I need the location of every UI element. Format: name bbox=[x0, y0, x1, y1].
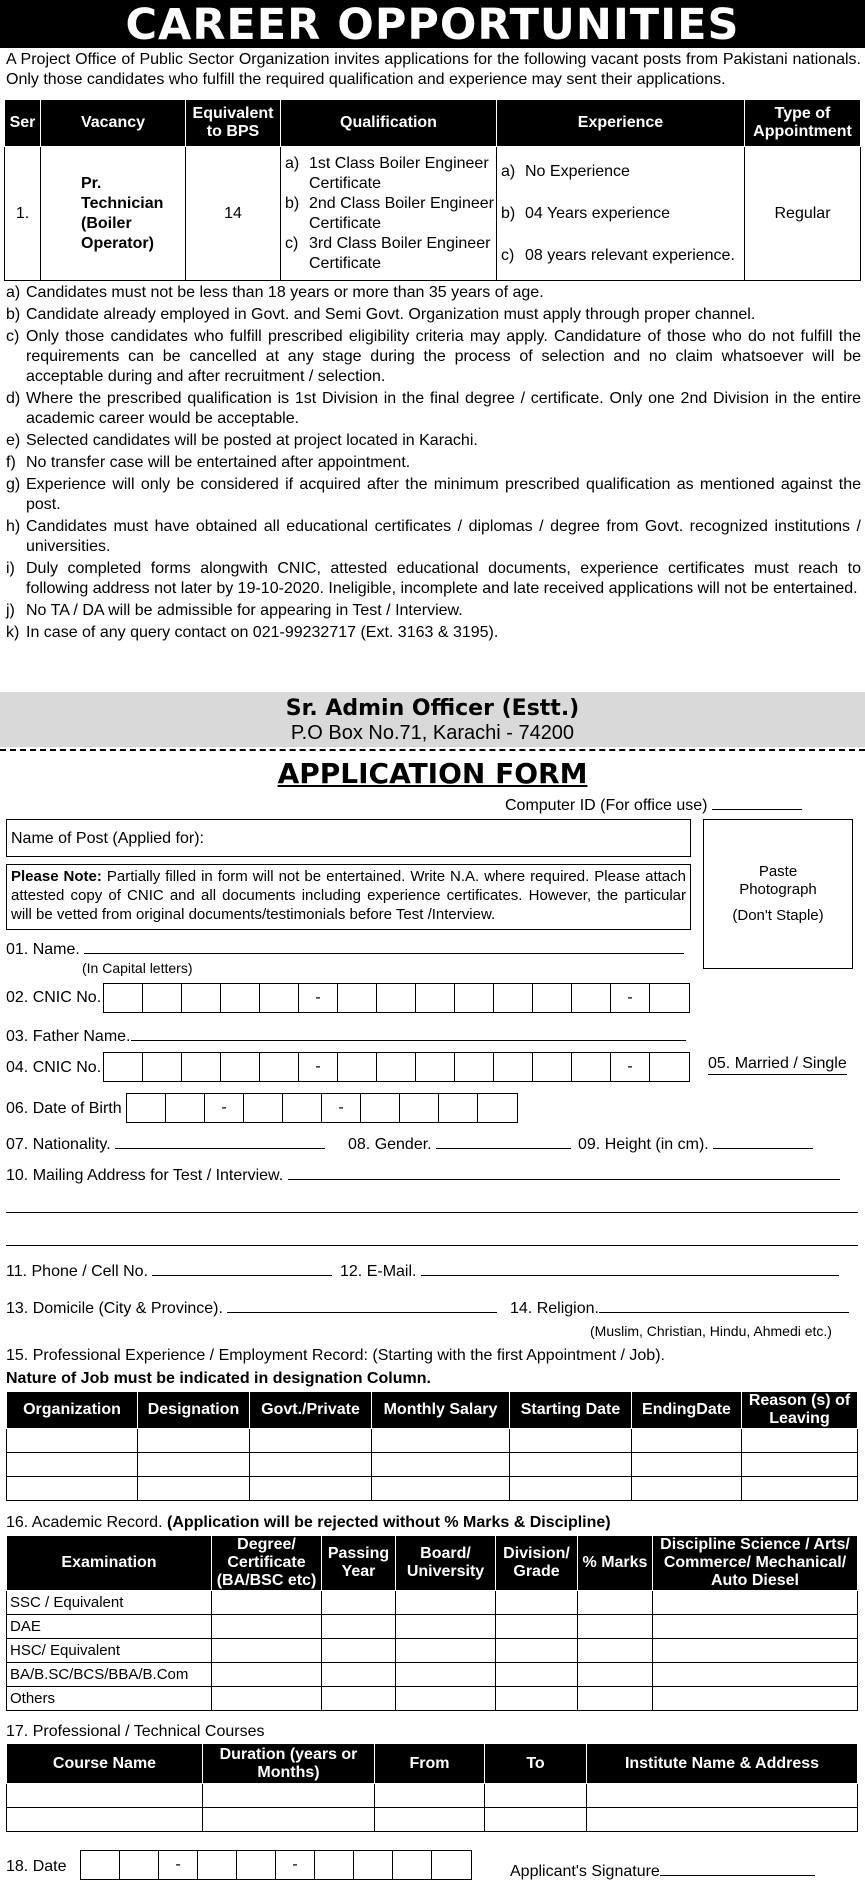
label-domicile: 13. Domicile (City & Province). bbox=[6, 1300, 223, 1317]
table-cell[interactable] bbox=[138, 1477, 250, 1501]
list-item: No Experience bbox=[525, 162, 630, 180]
column-header: To bbox=[485, 1744, 587, 1784]
term-item bbox=[6, 517, 861, 557]
table-cell[interactable] bbox=[212, 1687, 322, 1711]
term-item bbox=[6, 327, 861, 387]
table-cell[interactable] bbox=[7, 1477, 138, 1501]
separator: - bbox=[299, 1053, 338, 1081]
digit-box[interactable] bbox=[244, 1094, 283, 1122]
address-block bbox=[0, 692, 865, 747]
term-item bbox=[6, 475, 861, 515]
section-15-title: 15. Professional Experience / Employment Record: (Starting with the first Appointment / Job). bbox=[6, 1347, 665, 1364]
digit-box[interactable] bbox=[650, 1053, 689, 1081]
religion-hint: (Muslim, Christian, Hindu, Ahmedi etc.) bbox=[590, 1323, 832, 1339]
digit-box[interactable] bbox=[494, 984, 533, 1012]
table-cell[interactable] bbox=[372, 1429, 510, 1453]
signature-label: Applicant's Signature bbox=[510, 1863, 660, 1880]
digit-box[interactable] bbox=[283, 1094, 322, 1122]
address-input[interactable] bbox=[288, 1179, 840, 1180]
table-cell[interactable] bbox=[322, 1687, 396, 1711]
name-input[interactable] bbox=[84, 953, 684, 954]
table-cell[interactable] bbox=[7, 1453, 138, 1477]
term-item bbox=[6, 453, 861, 473]
column-header: Institute Name & Address bbox=[587, 1744, 858, 1784]
religion-input[interactable] bbox=[599, 1312, 849, 1313]
term-key: j) bbox=[6, 602, 15, 619]
email-input[interactable] bbox=[421, 1275, 839, 1276]
father-cnic-input[interactable] bbox=[103, 1052, 690, 1082]
column-header: Designation bbox=[138, 1392, 250, 1429]
row-label: Others bbox=[7, 1687, 212, 1711]
col-qualification: Qualification bbox=[281, 100, 497, 147]
section-17-title: 17. Professional / Technical Courses bbox=[6, 1723, 265, 1740]
column-header: Duration (years or Months) bbox=[203, 1744, 375, 1784]
table-cell[interactable] bbox=[485, 1784, 587, 1808]
term-key: a) bbox=[6, 284, 21, 301]
table-row bbox=[7, 1639, 858, 1663]
digit-box[interactable] bbox=[237, 1851, 276, 1879]
column-header: Board/ University bbox=[396, 1536, 496, 1591]
table-cell[interactable] bbox=[396, 1591, 496, 1615]
cnic-input[interactable] bbox=[103, 983, 690, 1013]
term-item bbox=[6, 305, 861, 325]
separator: - bbox=[205, 1094, 244, 1122]
term-text: Only those candidates who fulfill prescribed eligibility criteria may apply. Candidature of those who do not fulfill the requirements can be cancelled at any stage during the process of selection and no claim whatsoever will be acceptable during and after recruitment / selection. bbox=[26, 328, 861, 385]
label-date: 18. Date bbox=[6, 1858, 67, 1875]
digit-box[interactable] bbox=[439, 1094, 478, 1122]
table-cell[interactable] bbox=[138, 1453, 250, 1477]
table-cell[interactable] bbox=[7, 1429, 138, 1453]
term-key: d) bbox=[6, 390, 21, 407]
column-header: EndingDate bbox=[632, 1392, 742, 1429]
cell-appointment: Regular bbox=[745, 147, 861, 281]
list-key: c) bbox=[501, 246, 515, 264]
digit-box[interactable] bbox=[400, 1094, 439, 1122]
digit-box[interactable] bbox=[198, 1851, 237, 1879]
column-header: Passing Year bbox=[322, 1536, 396, 1591]
digit-box[interactable] bbox=[104, 1053, 143, 1081]
col-appointment: Type of Appointment bbox=[745, 100, 861, 147]
po-box: P.O Box No.71, Karachi - 74200 bbox=[290, 722, 575, 744]
term-text: No TA / DA will be admissible for appearing in Test / Interview. bbox=[26, 602, 463, 619]
column-header: Reason (s) of Leaving bbox=[742, 1392, 858, 1429]
list-item: 3rd Class Boiler Engineer Certificate bbox=[309, 234, 491, 272]
table-row bbox=[7, 1808, 858, 1832]
label-height: 09. Height (in cm). bbox=[578, 1136, 709, 1153]
term-item bbox=[6, 559, 861, 599]
column-header: From bbox=[375, 1744, 485, 1784]
term-item bbox=[6, 431, 861, 451]
list-key: a) bbox=[501, 162, 516, 180]
term-item bbox=[6, 389, 861, 429]
table-row bbox=[7, 1687, 858, 1711]
vacancy-table bbox=[4, 99, 861, 281]
column-header: Division/ Grade bbox=[496, 1536, 578, 1591]
table-row bbox=[5, 147, 861, 281]
table-cell[interactable] bbox=[375, 1808, 485, 1832]
digit-box[interactable] bbox=[455, 984, 494, 1012]
column-header: Govt./Private bbox=[250, 1392, 372, 1429]
table-cell[interactable] bbox=[396, 1663, 496, 1687]
digit-box[interactable] bbox=[572, 1053, 611, 1081]
column-header: Monthly Salary bbox=[372, 1392, 510, 1429]
section-16-title: 16. Academic Record. bbox=[6, 1514, 163, 1531]
marital-status-field[interactable]: 05. Married / Single bbox=[708, 1054, 847, 1075]
phone-input[interactable] bbox=[152, 1275, 332, 1276]
term-text: In case of any query contact on 021-99232717 (Ext. 3163 & 3195). bbox=[26, 624, 499, 641]
column-header: Examination bbox=[7, 1536, 212, 1591]
cell-experience bbox=[497, 147, 745, 281]
list-key: c) bbox=[285, 234, 299, 252]
table-cell[interactable] bbox=[496, 1639, 578, 1663]
term-key: e) bbox=[6, 432, 21, 449]
father-name-input[interactable] bbox=[131, 1040, 686, 1041]
col-experience: Experience bbox=[497, 100, 745, 147]
name-of-post-field[interactable]: Name of Post (Applied for): bbox=[6, 819, 691, 857]
table-cell[interactable] bbox=[322, 1663, 396, 1687]
col-bps: Equivalent to BPS bbox=[186, 100, 281, 147]
table-cell[interactable] bbox=[653, 1615, 858, 1639]
table-cell[interactable] bbox=[496, 1663, 578, 1687]
table-cell[interactable] bbox=[510, 1429, 632, 1453]
digit-box[interactable] bbox=[127, 1094, 166, 1122]
table-cell[interactable] bbox=[203, 1808, 375, 1832]
term-text: Candidate already employed in Govt. and Semi Govt. Organization must apply through proper channel. bbox=[26, 306, 756, 323]
table-cell[interactable] bbox=[653, 1639, 858, 1663]
table-cell[interactable] bbox=[7, 1784, 203, 1808]
table-cell[interactable] bbox=[322, 1615, 396, 1639]
label: Computer ID (For office use) bbox=[505, 797, 708, 814]
list-key: b) bbox=[501, 204, 516, 222]
table-cell[interactable] bbox=[212, 1639, 322, 1663]
column-header: Starting Date bbox=[510, 1392, 632, 1429]
term-key: c) bbox=[6, 328, 20, 345]
gender-input[interactable] bbox=[436, 1148, 571, 1149]
col-ser: Ser bbox=[5, 100, 41, 147]
courses-table bbox=[6, 1743, 858, 1832]
table-cell[interactable] bbox=[322, 1639, 396, 1663]
digit-box[interactable] bbox=[650, 984, 689, 1012]
digit-box[interactable] bbox=[416, 984, 455, 1012]
table-row bbox=[7, 1784, 858, 1808]
address-line-3[interactable] bbox=[6, 1245, 858, 1246]
section-16-note: (Application will be rejected without % Marks & Discipline) bbox=[166, 1514, 611, 1531]
table-cell[interactable] bbox=[496, 1687, 578, 1711]
table-cell[interactable] bbox=[587, 1784, 858, 1808]
terms-list bbox=[6, 283, 861, 645]
digit-box[interactable] bbox=[260, 984, 299, 1012]
table-cell[interactable] bbox=[510, 1453, 632, 1477]
digit-box[interactable] bbox=[455, 1053, 494, 1081]
cell-vacancy: Pr. Technician (Boiler Operator) bbox=[41, 147, 186, 281]
table-cell[interactable] bbox=[7, 1808, 203, 1832]
address-line-2[interactable] bbox=[6, 1212, 858, 1213]
column-header: Organization bbox=[7, 1392, 138, 1429]
list-item: 04 Years experience bbox=[525, 204, 670, 222]
note-text: Partially filled in form will not be entertained. Write N.A. where required. Please attach attested copy of CNIC and all documents including experience certificates. However, the particular will be vetted from original documents/testimonials before Test /Interview. bbox=[11, 868, 686, 923]
label-nationality: 07. Nationality. bbox=[6, 1136, 111, 1153]
digit-box[interactable] bbox=[478, 1094, 517, 1122]
table-cell[interactable] bbox=[250, 1429, 372, 1453]
separator: - bbox=[276, 1851, 315, 1879]
table-cell[interactable] bbox=[578, 1663, 653, 1687]
list-key: a) bbox=[285, 154, 300, 172]
dob-input[interactable] bbox=[126, 1093, 518, 1123]
officer-name: Sr. Admin Officer (Estt.) bbox=[285, 696, 580, 721]
column-header: Degree/ Certificate (BA/BSC etc) bbox=[212, 1536, 322, 1591]
table-cell[interactable] bbox=[578, 1639, 653, 1663]
label-email: 12. E-Mail. bbox=[340, 1263, 417, 1280]
term-text: Duly completed forms alongwith CNIC, attested educational documents, experience certificates must reach to following address not later by 19-10-2020. Ineligible, incomplete and late received applications will not be entertained. bbox=[26, 560, 861, 597]
term-key: b) bbox=[6, 306, 21, 323]
term-key: k) bbox=[6, 624, 20, 641]
term-key: i) bbox=[6, 560, 15, 577]
table-cell[interactable] bbox=[578, 1615, 653, 1639]
table-cell[interactable] bbox=[375, 1784, 485, 1808]
separator: - bbox=[611, 984, 650, 1012]
term-text: No transfer case will be entertained after appointment. bbox=[26, 454, 411, 471]
table-cell[interactable] bbox=[212, 1591, 322, 1615]
cut-line bbox=[0, 749, 865, 751]
digit-box[interactable] bbox=[377, 1053, 416, 1081]
column-header: Course Name bbox=[7, 1744, 203, 1784]
table-cell[interactable] bbox=[138, 1429, 250, 1453]
digit-box[interactable] bbox=[120, 1851, 159, 1879]
column-header: % Marks bbox=[578, 1536, 653, 1591]
digit-box[interactable] bbox=[533, 1053, 572, 1081]
intro-text: A Project Office of Public Sector Organization invites applications for the following vacant posts from Pakistani nationals. Only those candidates who fulfill the required qualification and experience may sent their applications. bbox=[6, 51, 861, 88]
label-father-name: 03. Father Name. bbox=[6, 1028, 131, 1045]
list-key: b) bbox=[285, 194, 300, 212]
term-text: Experience will only be considered if acquired after the minimum prescribed qualification as mentioned against the post. bbox=[26, 476, 861, 513]
table-cell[interactable] bbox=[372, 1477, 510, 1501]
cell-qualification bbox=[281, 147, 497, 281]
row-label: DAE bbox=[7, 1615, 212, 1639]
row-label: BA/B.SC/BCS/BBA/B.Com bbox=[7, 1663, 212, 1687]
table-cell[interactable] bbox=[653, 1687, 858, 1711]
photo-box[interactable] bbox=[703, 819, 853, 969]
table-cell[interactable] bbox=[396, 1615, 496, 1639]
list-item: 08 years relevant experience. bbox=[525, 246, 735, 264]
digit-box[interactable] bbox=[432, 1851, 471, 1879]
capital-hint: (In Capital letters) bbox=[82, 960, 193, 976]
cell-ser: 1. bbox=[5, 147, 41, 281]
digit-box[interactable] bbox=[143, 984, 182, 1012]
term-key: g) bbox=[6, 476, 21, 493]
table-cell[interactable] bbox=[742, 1429, 858, 1453]
table-row bbox=[7, 1453, 858, 1477]
photo-note: (Don't Staple) bbox=[732, 907, 824, 924]
height-input[interactable] bbox=[713, 1148, 813, 1149]
table-row bbox=[7, 1477, 858, 1501]
table-cell[interactable] bbox=[653, 1663, 858, 1687]
separator: - bbox=[299, 984, 338, 1012]
table-cell[interactable] bbox=[203, 1784, 375, 1808]
term-item bbox=[6, 601, 861, 621]
term-text: Candidates must not be less than 18 years or more than 35 years of age. bbox=[26, 284, 544, 301]
term-key: f) bbox=[6, 454, 16, 471]
term-text: Candidates must have obtained all educational certificates / diplomas / degree from Govt. recognized institutions / universities. bbox=[26, 518, 861, 555]
table-cell[interactable] bbox=[742, 1477, 858, 1501]
label-dob: 06. Date of Birth bbox=[6, 1100, 122, 1117]
digit-box[interactable] bbox=[338, 1053, 377, 1081]
digit-box[interactable] bbox=[361, 1094, 400, 1122]
separator: - bbox=[322, 1094, 361, 1122]
table-cell[interactable] bbox=[396, 1687, 496, 1711]
table-cell[interactable] bbox=[632, 1453, 742, 1477]
digit-box[interactable] bbox=[338, 984, 377, 1012]
term-text: Where the prescribed qualification is 1st Division in the final degree / certificate. Only one 2nd Division in the entire academic career would be acceptable. bbox=[26, 390, 861, 427]
table-cell[interactable] bbox=[485, 1808, 587, 1832]
page-title: CAREER OPPORTUNITIES bbox=[0, 0, 865, 48]
table-cell[interactable] bbox=[578, 1687, 653, 1711]
signature-line[interactable] bbox=[660, 1875, 815, 1876]
academic-table bbox=[6, 1535, 858, 1711]
col-vacancy: Vacancy bbox=[41, 100, 186, 147]
table-cell[interactable] bbox=[250, 1477, 372, 1501]
label-mailing-address: 10. Mailing Address for Test / Interview. bbox=[6, 1167, 284, 1184]
digit-box[interactable] bbox=[81, 1851, 120, 1879]
list-item: 1st Class Boiler Engineer Certificate bbox=[309, 154, 489, 192]
digit-box[interactable] bbox=[533, 984, 572, 1012]
table-cell[interactable] bbox=[322, 1591, 396, 1615]
table-row bbox=[7, 1663, 858, 1687]
separator: - bbox=[611, 1053, 650, 1081]
term-text: Selected candidates will be posted at project located in Karachi. bbox=[26, 432, 478, 449]
table-cell[interactable] bbox=[632, 1429, 742, 1453]
term-item bbox=[6, 623, 861, 643]
computer-id-label bbox=[505, 796, 802, 816]
label-gender: 08. Gender. bbox=[348, 1136, 432, 1153]
table-row bbox=[7, 1615, 858, 1639]
digit-box[interactable] bbox=[315, 1851, 354, 1879]
digit-box[interactable] bbox=[416, 1053, 455, 1081]
section-15-note: Nature of Job must be indicated in designation Column. bbox=[6, 1370, 431, 1387]
table-cell[interactable] bbox=[396, 1639, 496, 1663]
digit-box[interactable] bbox=[377, 984, 416, 1012]
label-cnic: 02. CNIC No. bbox=[6, 989, 102, 1006]
list-item: 2nd Class Boiler Engineer Certificate bbox=[309, 194, 494, 232]
table-cell[interactable] bbox=[653, 1591, 858, 1615]
table-cell[interactable] bbox=[587, 1808, 858, 1832]
separator: - bbox=[159, 1851, 198, 1879]
digit-box[interactable] bbox=[354, 1851, 393, 1879]
table-cell[interactable] bbox=[632, 1477, 742, 1501]
digit-box[interactable] bbox=[572, 984, 611, 1012]
table-cell[interactable] bbox=[510, 1477, 632, 1501]
table-cell[interactable] bbox=[250, 1453, 372, 1477]
digit-box[interactable] bbox=[221, 984, 260, 1012]
note-label: Please Note: bbox=[11, 868, 102, 885]
table-row bbox=[7, 1591, 858, 1615]
label-religion: 14. Religion. bbox=[510, 1300, 599, 1317]
row-label: HSC/ Equivalent bbox=[7, 1639, 212, 1663]
term-item bbox=[6, 283, 861, 303]
digit-box[interactable] bbox=[494, 1053, 533, 1081]
digit-box[interactable] bbox=[182, 984, 221, 1012]
label-phone: 11. Phone / Cell No. bbox=[6, 1263, 149, 1280]
label-father-cnic: 04. CNIC No. bbox=[6, 1059, 102, 1076]
nationality-input[interactable] bbox=[115, 1148, 325, 1149]
date-input[interactable] bbox=[80, 1850, 472, 1880]
digit-box[interactable] bbox=[182, 1053, 221, 1081]
digit-box[interactable] bbox=[260, 1053, 299, 1081]
digit-box[interactable] bbox=[104, 984, 143, 1012]
domicile-input[interactable] bbox=[227, 1312, 497, 1313]
column-header: Discipline Science / Arts/ Commerce/ Mechanical/ Auto Diesel bbox=[653, 1536, 858, 1591]
please-note bbox=[6, 864, 691, 930]
cell-bps: 14 bbox=[186, 147, 281, 281]
table-cell[interactable] bbox=[212, 1663, 322, 1687]
computer-id-field[interactable] bbox=[712, 809, 802, 810]
table-cell[interactable] bbox=[578, 1591, 653, 1615]
table-row bbox=[7, 1429, 858, 1453]
digit-box[interactable] bbox=[393, 1851, 432, 1879]
table-cell[interactable] bbox=[212, 1615, 322, 1639]
label-name: 01. Name. bbox=[6, 941, 80, 958]
form-title: APPLICATION FORM bbox=[277, 757, 588, 790]
row-label: SSC / Equivalent bbox=[7, 1591, 212, 1615]
employment-table bbox=[6, 1391, 858, 1501]
digit-box[interactable] bbox=[166, 1094, 205, 1122]
table-cell[interactable] bbox=[742, 1453, 858, 1477]
digit-box[interactable] bbox=[221, 1053, 260, 1081]
table-cell[interactable] bbox=[372, 1453, 510, 1477]
table-cell[interactable] bbox=[496, 1591, 578, 1615]
photo-label: Paste Photograph bbox=[739, 863, 817, 898]
term-key: h) bbox=[6, 518, 21, 535]
digit-box[interactable] bbox=[143, 1053, 182, 1081]
table-cell[interactable] bbox=[496, 1615, 578, 1639]
